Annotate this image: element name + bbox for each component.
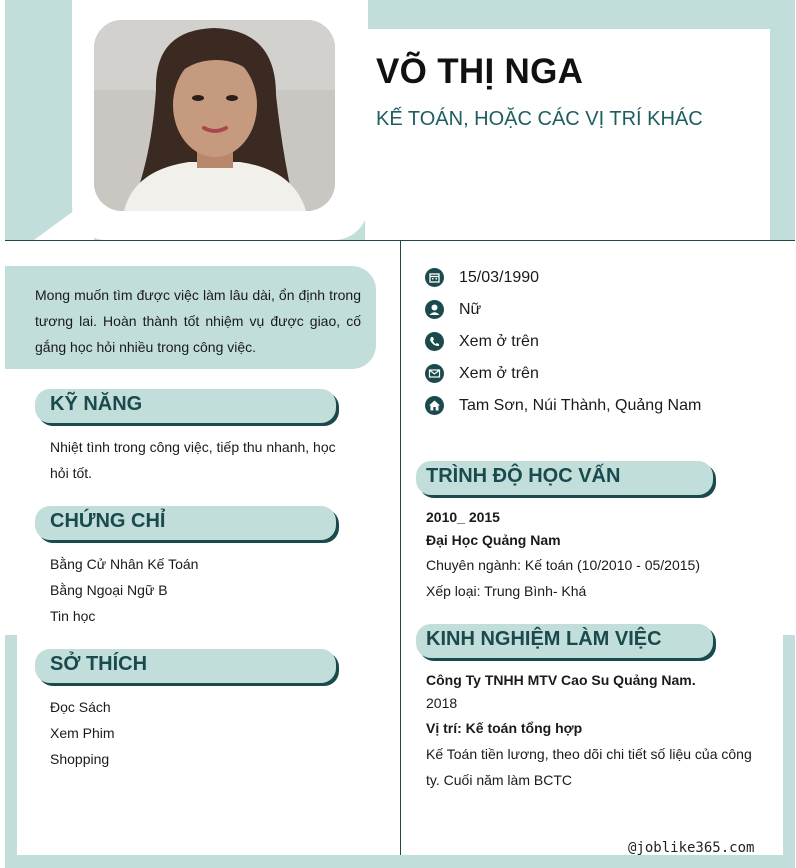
education-heading: TRÌNH ĐỘ HỌC VẤN	[426, 465, 621, 487]
candidate-title: KẾ TOÁN, HOẶC CÁC VỊ TRÍ KHÁC	[376, 108, 703, 130]
footer-watermark: @joblike365.com	[628, 840, 755, 856]
certificate-item: Bằng Ngoại Ngữ B	[50, 582, 168, 598]
certificates-heading: CHỨNG CHỈ	[50, 510, 166, 532]
experience-heading-box	[416, 624, 713, 658]
education-school: Đại Học Quảng Nam	[426, 532, 561, 548]
candidate-name: VÕ THỊ NGA	[376, 52, 584, 91]
experience-company: Công Ty TNHH MTV Cao Su Quảng Nam.	[426, 672, 696, 688]
hobby-item: Xem Phim	[50, 725, 115, 741]
education-major: Chuyên ngành: Kế toán (10/2010 - 05/2015)	[426, 557, 700, 573]
calendar-icon	[425, 268, 444, 287]
certificate-item: Tin học	[50, 608, 96, 624]
skills-heading-box	[35, 389, 336, 423]
education-heading-box	[416, 461, 713, 495]
certificates-heading-box	[35, 506, 336, 540]
hobbies-heading-box	[35, 649, 336, 683]
skills-text: Nhiệt tình trong công việc, tiếp thu nhanh, học hỏi tốt.	[50, 439, 336, 481]
gender: Nữ	[459, 301, 482, 318]
experience-position: Vị trí: Kế toán tổng hợp	[426, 720, 583, 736]
hobby-item: Đọc Sách	[50, 699, 111, 715]
home-icon	[425, 396, 444, 415]
email: Xem ở trên	[459, 365, 539, 382]
address: Tam Sơn, Núi Thành, Quảng Nam	[459, 397, 702, 414]
column-divider	[400, 241, 401, 855]
experience-year: 2018	[426, 695, 458, 711]
mail-icon	[425, 364, 444, 383]
skills-heading: KỸ NĂNG	[50, 393, 143, 415]
frame-left	[5, 635, 17, 868]
frame-bottom	[5, 855, 795, 868]
phone: Xem ở trên	[459, 333, 539, 350]
birthday: 15/03/1990	[459, 269, 540, 286]
experience-description: Kế Toán tiền lương, theo dõi chi tiết số liệu của công ty. Cuối năm làm BCTC	[426, 746, 752, 788]
education-grade: Xếp loại: Trung Bình- Khá	[426, 583, 587, 599]
certificate-item: Bằng Cử Nhân Kế Toán	[50, 556, 199, 572]
frame-right	[783, 635, 795, 868]
hobbies-heading: SỞ THÍCH	[50, 653, 148, 675]
profile-photo	[94, 20, 335, 211]
experience-heading: KINH NGHIỆM LÀM VIỆC	[426, 628, 662, 650]
phone-icon	[425, 332, 444, 351]
hobby-item: Shopping	[50, 751, 110, 767]
objective-text: Mong muốn tìm được việc làm lâu dài, ổn định trong tương lai. Hoàn thành tốt nhiệm vụ được giao, cố gắng học hỏi nhiều trong công việc.	[35, 287, 361, 355]
user-icon	[425, 300, 444, 319]
education-period: 2010_ 2015	[426, 509, 500, 525]
